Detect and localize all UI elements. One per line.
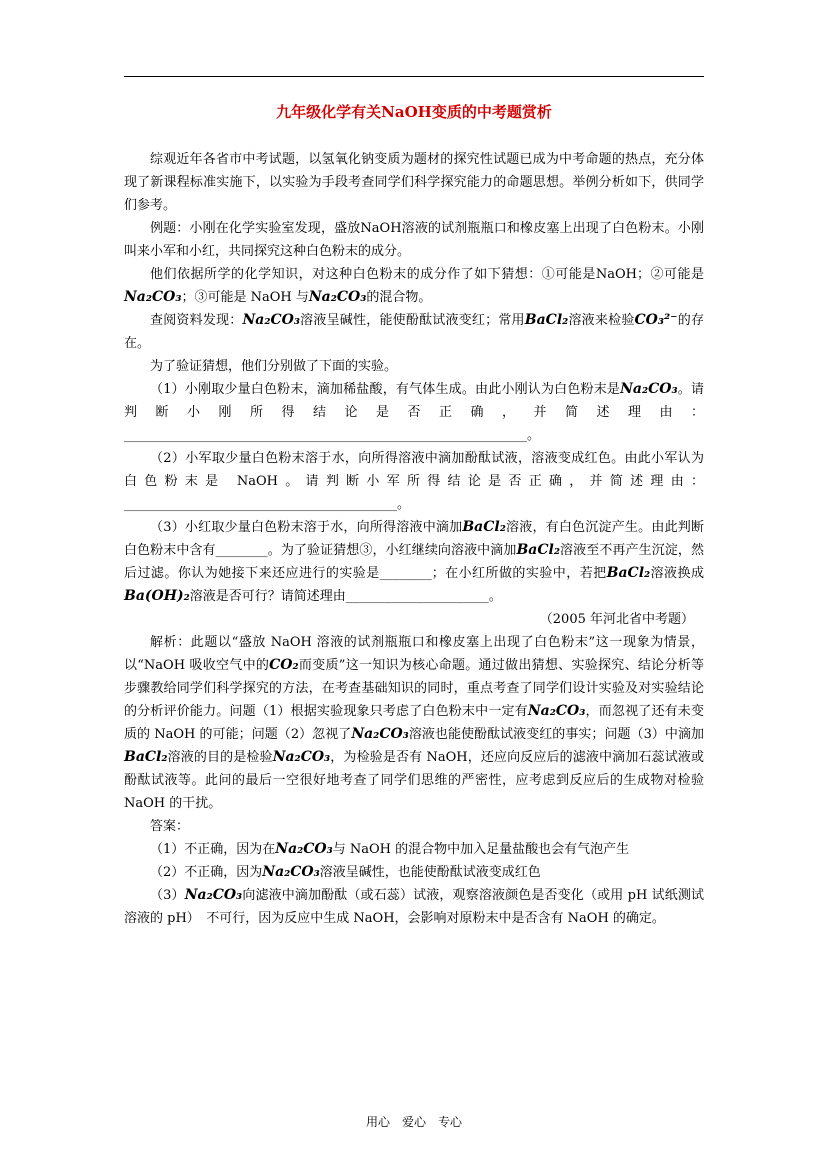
answer-blank: __________________________________________。 (124, 497, 410, 512)
formula-baoh2: Ba(OH)₂ (124, 588, 190, 604)
intro-paragraph: 综观近年各省市中考试题，以氢氧化钠变质为题材的探究性试题已成为中考命题的热点，充分体现了新课程标准实施下，以实验为手段考查同学们科学探究能力的命题思想。举例分析如下，供同学们参考。 (124, 152, 704, 213)
text: 查阅资料发现： (150, 313, 243, 328)
formula-na2co3: Na₂CO₃ (308, 289, 367, 305)
formula-bacl2: BaCl₂ (124, 749, 168, 765)
guess-paragraph (124, 263, 704, 309)
header-rule (124, 76, 704, 77)
answer-2 (124, 861, 704, 884)
text: （1）不正确，因为在 (150, 842, 276, 857)
formula-na2co3: Na₂CO₃ (272, 749, 331, 765)
text: 溶液来检验 (568, 313, 635, 328)
text: 。为了验证猜想③，小红继续向溶液中滴加 (267, 543, 517, 558)
formula-na2co3: Na₂CO₃ (275, 841, 333, 857)
text: ；在小红所做的实验中，若把 (431, 566, 607, 581)
formula-bacl2: BaCl₂ (462, 519, 506, 535)
text: （1）小刚取少量白色粉末，滴加稀盐酸，有气体生成。由此小刚认为白色粉末是 (150, 382, 621, 397)
text: 溶液至不再产生沉淀，然后过滤。你认为她接下来还应进行的实验是 (124, 543, 704, 581)
formula-bacl2: BaCl₂ (524, 312, 569, 328)
text: 他们依据所学的化学知识，对这种白色粉末的成分作了如下猜想：①可能是NaOH；②可能是 (150, 267, 704, 282)
text: ；③可能是 NaOH 与 (181, 290, 309, 305)
question-1 (124, 378, 704, 447)
formula-na2co3: Na₂CO₃ (620, 381, 678, 397)
formula-co2: CO₂ (269, 657, 299, 673)
text: 。请判断小刚所得结论是否正确，并简述理由： (124, 382, 704, 420)
answer-blank: ________ (215, 543, 268, 558)
text: 溶液，有白色沉淀产生。由此判断白色粉末中含有 (124, 520, 704, 558)
question-3 (124, 516, 704, 608)
answer-blank: ________ (379, 566, 432, 581)
answer-3 (124, 884, 704, 930)
answer-1 (124, 838, 704, 861)
document-body (124, 148, 704, 930)
answer-blank: ________________________________。 (319, 428, 541, 443)
text: 的混合物。 (366, 290, 432, 305)
text: 溶液也能使酚酞试液变红的事实；问题（3）中滴加 (408, 727, 704, 742)
page-footer: 用心 爱心 专心 (365, 1115, 462, 1129)
text: 而变质”这一知识为核心命题。通过做出猜想、实验探究、结论分析等步骤教给同学们科学探究的方法，在考查基础知识的同时，重点考查了同学们设计实验及对实验结论的分析评价能力。问题（1）根据实验现象只考虑了白色粉末中一定有 (124, 658, 704, 719)
verify-paragraph: 为了验证猜想，他们分别做了下面的实验。 (150, 359, 398, 374)
text: 溶液的目的是检验 (167, 750, 273, 765)
question-source: （2005 年河北省中考题） (539, 612, 694, 627)
formula-bacl2: BaCl₂ (516, 542, 560, 558)
text: 溶液是否可行？请简述理由 (189, 589, 346, 604)
text: （3）小红取少量白色粉末溶于水，向所得溶液中滴加 (150, 520, 463, 535)
formula-co3: CO₃²⁻ (634, 312, 678, 328)
formula-na2co3: Na₂CO₃ (527, 703, 586, 719)
formula-na2co3: Na₂CO₃ (351, 726, 409, 742)
page-title: 九年级化学有关NaOH变质的中考题赏析 (276, 103, 552, 121)
formula-na2co3: Na₂CO₃ (184, 887, 243, 903)
text: ，而忽视了还有未变质的 NaOH 的可能；问题（2）忽视了 (124, 704, 704, 742)
analysis-paragraph (124, 631, 704, 815)
formula-na2co3: Na₂CO₃ (262, 864, 320, 880)
text: 溶液换成 (650, 566, 704, 581)
formula-na2co3: Na₂CO₃ (242, 312, 300, 328)
text: （2）不正确，因为 (150, 865, 263, 880)
text: （3） (150, 888, 185, 903)
example-paragraph: 例题：小刚在化学实验室发现，盛放NaOH溶液的试剂瓶瓶口和橡皮塞上出现了白色粉末。小刚叫来小军和小红，共同探究这种白色粉末的成分。 (124, 221, 704, 259)
text: 溶液呈碱性，能使酚酞试液变红；常用 (299, 313, 525, 328)
text: ，为检验是否有 NaOH，还应向反应后的滤液中滴加石蕊试液或酚酞试液等。此问的最后一空很好地考查了同学们思维的严密性，应考虑到反应后的生成物对检验 NaOH 的干扰。 (124, 750, 704, 811)
lookup-paragraph (124, 309, 704, 355)
text: 溶液呈碱性，也能使酚酞试液变成红色 (319, 865, 541, 880)
formula-na2co3: Na₂CO₃ (124, 289, 182, 305)
text: 的存在。 (124, 313, 704, 351)
text: 与 NaOH 的混合物中加入足量盐酸也会有气泡产生 (332, 842, 630, 857)
formula-bacl2: BaCl₂ (606, 565, 651, 581)
text: 向滤液中滴加酚酞（或石蕊）试液，观察溶液颜色是否变化（或用 pH 试纸测试溶液的 pH） 不可行，因为反应中生成 NaOH，会影响对原粉末中是否含有 NaOH 的确定。 (124, 888, 704, 926)
answer-blank: ______________________________ (124, 428, 319, 443)
answer-label: 答案： (150, 819, 190, 834)
question-2 (124, 447, 704, 516)
text: 解析：此题以“盛放 NaOH 溶液的试剂瓶瓶口和橡皮塞上出现了白色粉末”这一现象为情景，以“NaOH 吸收空气中的 (124, 635, 704, 673)
answer-blank: ______________________。 (345, 589, 502, 604)
text: （2）小军取少量白色粉末溶于水，向所得溶液中滴加酚酞试液，溶液变成红色。由此小军认为白色粉末是 NaOH。请判断小军所得结论是否正确，并简述理由： (124, 451, 704, 489)
